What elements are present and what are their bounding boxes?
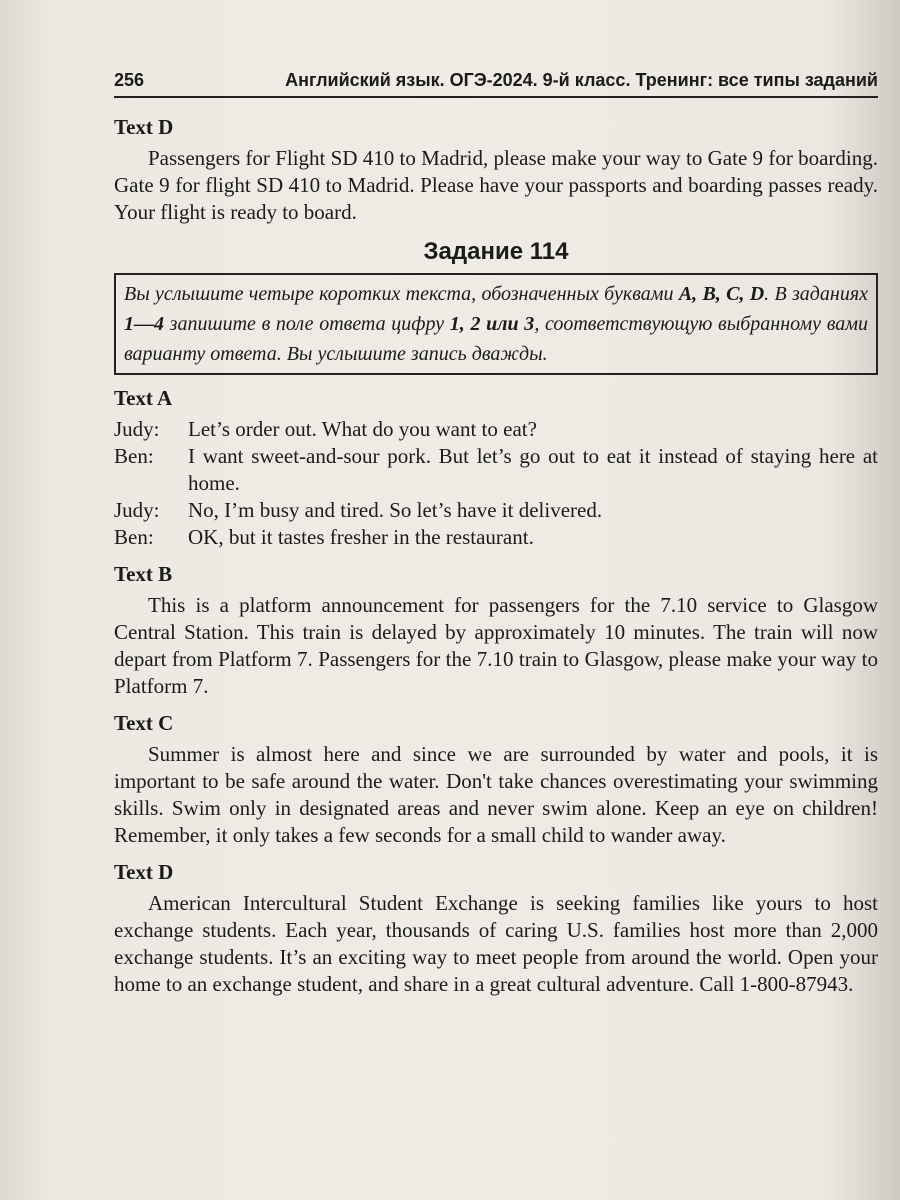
text-c-body: Summer is almost here and since we are surrounded by water and pools, it is important to be safe around the water. Don't take chances overestimating your swimming skills. Swim only in designated areas and never swim alone. Keep an eye on children! Remember, it only takes a few seconds for a small child to wander away. xyxy=(114,742,878,847)
book-title: Английский язык. ОГЭ-2024. 9-й класс. Тренинг: все типы заданий xyxy=(285,70,878,90)
text-b-body: This is a platform announcement for passengers for the 7.10 service to Glasgow Central Station. This train is delayed by approximately 10 minutes. The train will now depart from Platform 7. Passengers for the 7.10 train to Glasgow, please make your way to Platform 7. xyxy=(114,593,878,698)
dialogue-line: I want sweet-and-sour pork. But let’s go out to eat it instead of staying here at home. xyxy=(188,444,878,495)
prev-text-d-heading: Text D xyxy=(114,115,174,139)
instr-part-4: , соответствующую выбранному вами варианту ответа. Вы услышите запись дважды. xyxy=(124,313,868,365)
dialogue-line: OK, but it tastes fresher in the restaurant. xyxy=(188,525,534,549)
task-instructions xyxy=(114,273,878,375)
dialogue-speaker: Judy: xyxy=(114,498,160,522)
text-b-heading: Text B xyxy=(114,562,173,586)
instr-part-3: запишите в поле ответа цифру xyxy=(164,313,450,335)
text-a-dialogue xyxy=(114,416,878,551)
page-number: 256 xyxy=(114,70,145,90)
dialogue-speaker: Ben: xyxy=(114,525,154,549)
dialogue-line: No, I’m busy and tired. So let’s have it delivered. xyxy=(188,498,603,522)
text-c-heading: Text C xyxy=(114,711,174,735)
instr-letters: A, B, C, D xyxy=(678,283,765,305)
dialogue-speaker: Judy: xyxy=(114,417,160,441)
instr-digits: 1, 2 или 3 xyxy=(449,313,535,335)
page-content xyxy=(114,114,878,998)
instr-range: 1—4 xyxy=(124,313,164,335)
dialogue-line: Let’s order out. What do you want to eat? xyxy=(188,417,537,441)
running-header xyxy=(114,68,878,98)
instr-part-1: Вы услышите четыре коротких текста, обозначенных буквами xyxy=(124,283,679,305)
text-d-heading: Text D xyxy=(114,860,174,884)
prev-text-d-body: Passengers for Flight SD 410 to Madrid, please make your way to Gate 9 for boarding. Gate 9 for flight SD 410 to Madrid. Please have your passports and boarding passes ready. Your flight is ready to board. xyxy=(114,146,878,224)
task-title: Задание 114 xyxy=(423,238,569,265)
text-a-heading: Text A xyxy=(114,386,173,410)
instr-part-2: . В заданиях xyxy=(764,283,869,305)
text-d-body: American Intercultural Student Exchange is seeking families like yours to host exchange students. Each year, thousands of caring U.S. families host more than 2,000 exchange students. It’s an exciting way to meet people from around the world. Open your home to an exchange student, and share in a great cultural adventure. Call 1-800-87943. xyxy=(114,891,878,996)
dialogue-speaker: Ben: xyxy=(114,444,154,468)
